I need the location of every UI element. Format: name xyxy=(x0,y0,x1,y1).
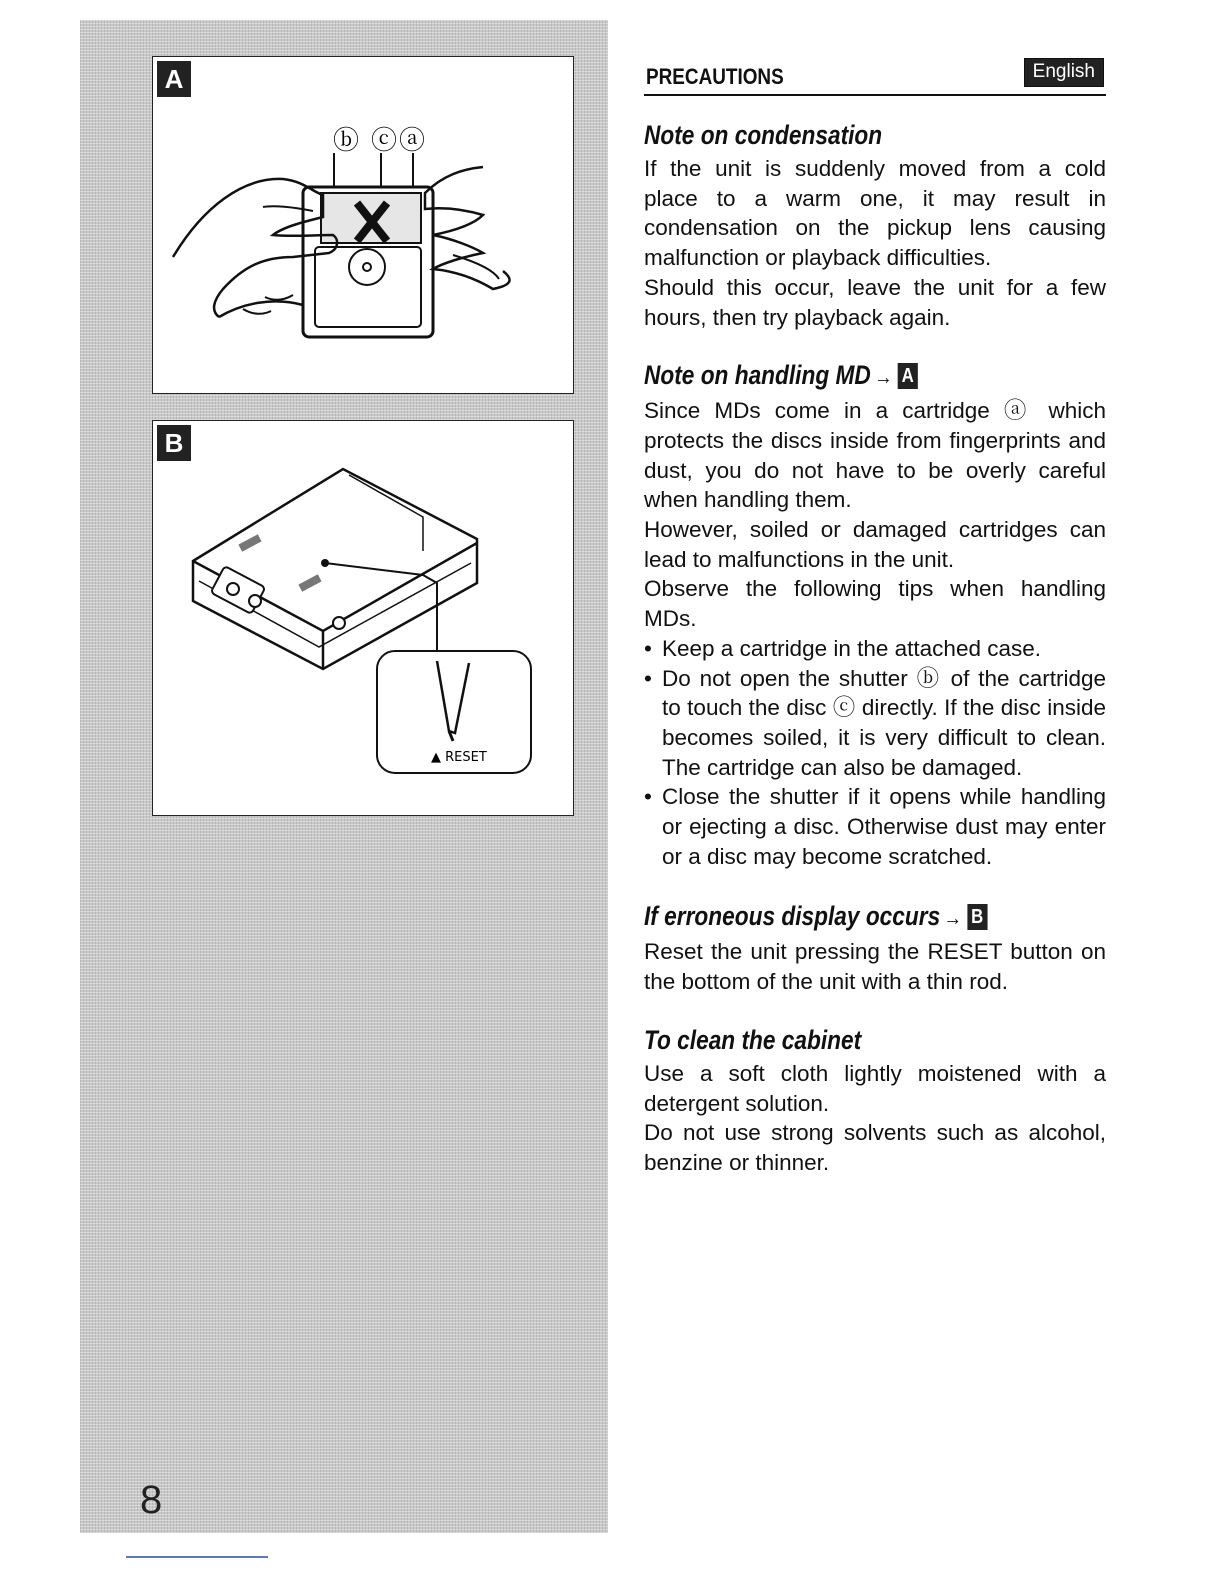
arrow-icon: → xyxy=(874,364,893,390)
bottom-rule xyxy=(126,1556,268,1558)
paragraph: Should this occur, leave the unit for a few hours, then try playback again. xyxy=(644,274,1106,330)
cartridge-handling-illustration xyxy=(153,57,573,393)
section-title-text: If erroneous display occurs xyxy=(644,901,941,932)
page-number: 8 xyxy=(140,1478,163,1522)
list-item: • Do not open the shutter ⓑ of the cartridge to touch the disc ⓒ directly. If the disc inside becomes soiled, it is very difficult to clean. The cartridge can also be damaged. xyxy=(644,664,1106,783)
section-title: Note on condensation xyxy=(644,120,883,150)
page-title: PRECAUTIONS xyxy=(646,64,784,89)
figure-a xyxy=(152,56,574,394)
figure-a-label: A xyxy=(157,61,191,97)
paragraph: Reset the unit pressing the RESET button on the bottom of the unit with a thin rod. xyxy=(644,939,1106,995)
paragraph: Use a soft cloth lightly moistened with a detergent solution. xyxy=(644,1060,1106,1116)
reset-label: ▲ RESET xyxy=(431,750,487,765)
section-erroneous xyxy=(644,899,1106,996)
section-title-text: Note on handling MD xyxy=(644,360,871,391)
section-handling xyxy=(644,358,1106,871)
callout-a: ⓐ xyxy=(399,126,426,156)
section-title: To clean the cabinet xyxy=(644,1024,862,1055)
tips-list xyxy=(644,634,1106,872)
text-column xyxy=(644,58,1106,1178)
figure-ref-b: B xyxy=(967,904,987,930)
arrow-icon: → xyxy=(943,905,963,931)
figure-b-label: B xyxy=(157,425,191,461)
section-title xyxy=(644,358,1032,394)
section-title xyxy=(644,899,1032,935)
section-condensation xyxy=(644,118,1106,332)
callout-c: ⓒ xyxy=(371,126,398,156)
figure-ref-a: A xyxy=(898,363,918,389)
paragraph: However, soiled or damaged cartridges can lead to malfunctions in the unit. xyxy=(644,517,1106,572)
language-badge: English xyxy=(1024,58,1104,87)
figure-b xyxy=(152,420,574,816)
paragraph: Observe the following tips when handling MDs. xyxy=(644,576,1106,632)
page-header xyxy=(644,58,1106,96)
callout-b: ⓑ xyxy=(333,126,360,156)
list-item: • Keep a cartridge in the attached case. xyxy=(644,634,1106,664)
section-cabinet xyxy=(644,1023,1106,1178)
md-player-underside-illustration xyxy=(153,421,573,815)
paragraph: If the unit is suddenly moved from a cold place to a warm one, it may result in condensation on the pickup lens causing malfunction or playback difficulties. xyxy=(644,156,1106,271)
list-item: • Close the shutter if it opens while handling or ejecting a disc. Otherwise dust may enter or a disc may become scratched. xyxy=(644,782,1106,871)
paragraph: Do not use strong solvents such as alcohol, benzine or thinner. xyxy=(644,1120,1106,1175)
paragraph: Since MDs come in a cartridge ⓐ which protects the discs inside from fingerprints and dust, you do not have to be overly careful when handling them. xyxy=(644,398,1106,513)
